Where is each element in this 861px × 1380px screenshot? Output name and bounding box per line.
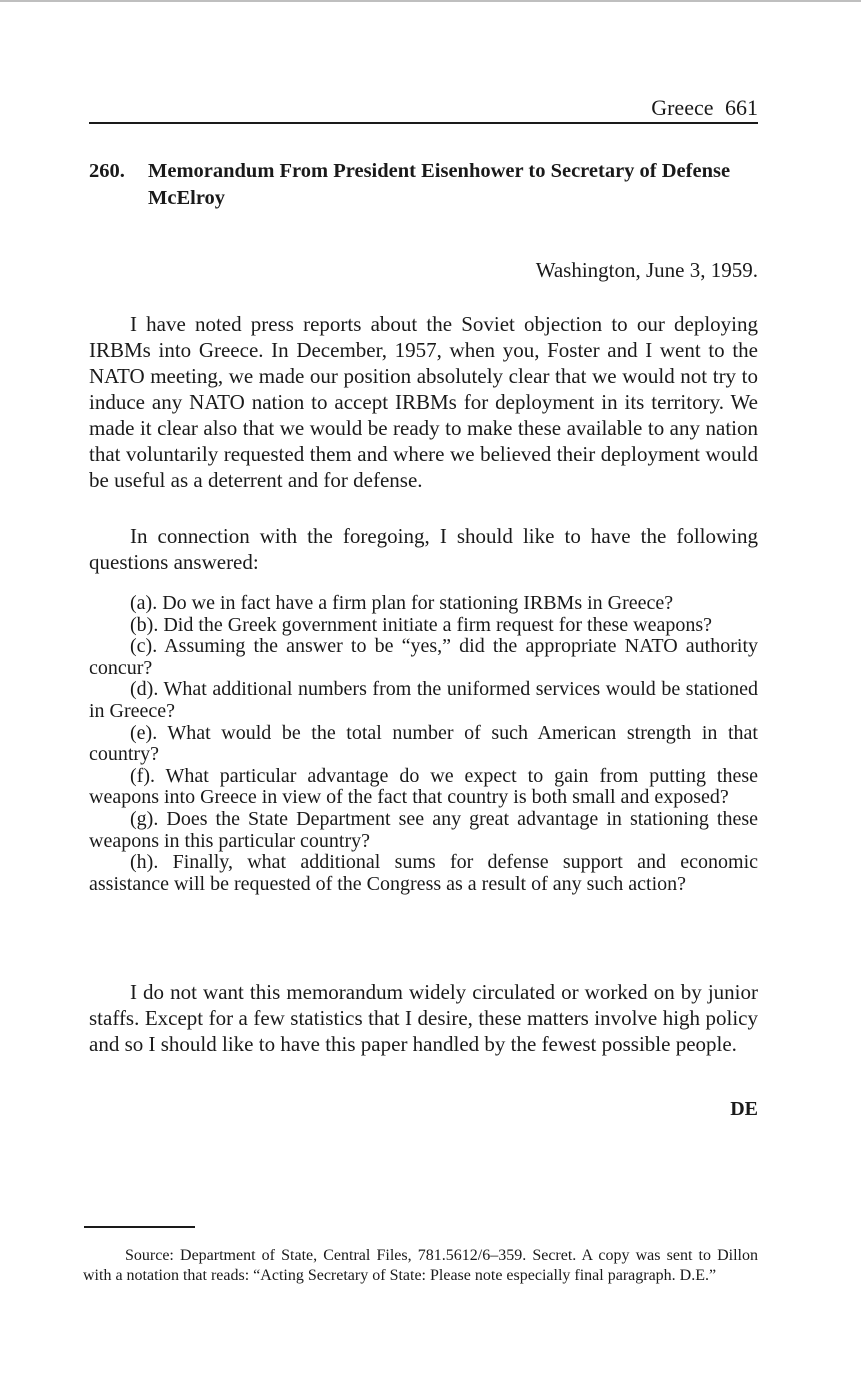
paragraph-text: In connection with the foregoing, I should like to have the following questions answered: [89, 524, 758, 574]
document-number: 260. [89, 160, 125, 182]
paragraph-text: I have noted press reports about the Soviet objection to our deploying IRBMs into Greece. In December, 1957, when you, Foster and I went to the NATO meeting, we made our position absolutely clear that we would not try to induce any NATO nation to accept IRBMs for deployment in its territory. We made it clear also that we would be ready to make these available to any nation that voluntarily requested them and where we believed their deployment would be useful as a deterrent and for defense. [89, 312, 758, 492]
signature-initials: DE [730, 1098, 758, 1120]
body-paragraph-1 [89, 311, 758, 493]
source-footnote: Source: Department of State, Central Files, 781.5612/6–359. Secret. A copy was sent to Dillon with a notation that reads: “Acting Secretary of State: Please note especially final paragraph. D.E.” [83, 1247, 758, 1284]
body-paragraph-3 [89, 979, 758, 1057]
page-top-edge [0, 0, 861, 2]
question-b: (b). Did the Greek government initiate a firm request for these weapons? [130, 613, 713, 636]
footnote-rule [84, 1226, 195, 1228]
question-g: (g). Does the State Department see any great advantage in stationing these weapons in this particular country? [89, 807, 758, 852]
running-head [651, 95, 758, 121]
document-heading [89, 158, 758, 212]
question-f: (f). What particular advantage do we expect to gain from putting these weapons into Greece in view of the fact that country is both small and exposed? [89, 764, 758, 809]
question-e: (e). What would be the total number of such American strength in that country? [89, 721, 758, 766]
question-list [89, 593, 758, 895]
question-a: (a). Do we in fact have a firm plan for stationing IRBMs in Greece? [130, 592, 674, 614]
header-rule [89, 122, 758, 124]
question-c: (c). Assuming the answer to be “yes,” did the appropriate NATO authority concur? [89, 635, 758, 679]
body-paragraph-2 [89, 523, 758, 575]
document-title: Memorandum From President Eisenhower to Secretary of Defense McElroy [148, 160, 731, 209]
page-number: 661 [725, 95, 758, 120]
question-d: (d). What additional numbers from the uniformed services would be stationed in Greece? [89, 678, 758, 722]
dateline: Washington, June 3, 1959. [535, 258, 758, 282]
running-title: Greece [651, 95, 714, 120]
question-h: (h). Finally, what additional sums for defense support and economic assistance will be requested of the Congress as a result of any such action? [89, 851, 758, 895]
paragraph-text: I do not want this memorandum widely circulated or worked on by junior staffs. Except for a few statistics that I desire, these matters involve high policy and so I should like to have this paper handled by the fewest possible people. [89, 980, 758, 1056]
